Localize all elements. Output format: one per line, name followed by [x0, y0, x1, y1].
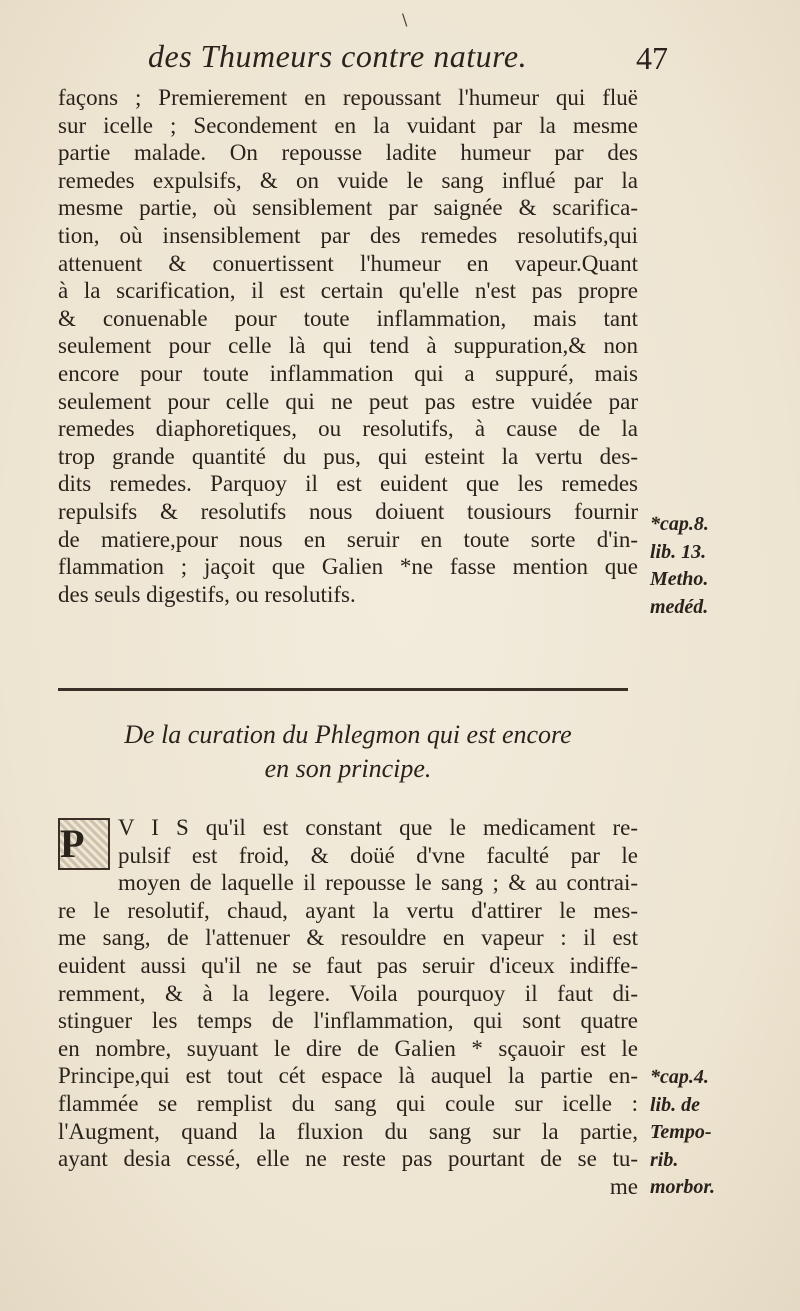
margin-note: Metho. [650, 568, 709, 591]
body-text-1 [58, 84, 638, 608]
margin-note: *cap.4. [650, 1066, 709, 1088]
text-line: & conuenable pour toute inflammation, mais tant [58, 305, 638, 331]
text-line: façons ; Premierement en repoussant l'humeur qui fluë [58, 85, 638, 110]
text-line: des seuls digestifs, ou resolutifs. [58, 581, 356, 607]
text-line: en nombre, suyuant le dire de Galien * sçauoir est le [58, 1035, 638, 1061]
text-line: me sang, de l'attenuer & resouldre en vapeur : il est [58, 925, 638, 951]
text-line: V I S qu'il est constant que le medicament re- [118, 815, 638, 840]
text-line: attenuent & conuertissent l'humeur en vapeur.Quant [58, 250, 638, 276]
text-line: à la scarification, il est certain qu'elle n'est pas propre [58, 278, 638, 304]
text-line: partie malade. On repousse ladite humeur par des [58, 140, 638, 166]
text-line: re le resolutif, chaud, ayant la vertu d'attirer le mes- [58, 897, 638, 923]
running-title: des Thumeurs contre nature. [148, 38, 528, 74]
text-line: ayant desia cessé, elle ne reste pas pourtant de se tu- [58, 1146, 638, 1172]
section-title [58, 718, 638, 786]
section-title-line-1: De la curation du Phlegmon qui est encore [124, 720, 572, 749]
text-line: de matiere,pour nous en seruir en toute sorte d'in- [58, 526, 638, 552]
text-line: stinguer les temps de l'inflammation, qui sont quatre [58, 1008, 638, 1034]
catchword: me [609, 1173, 638, 1199]
text-line: sur icelle ; Secondement en la vuidant par la mesme [58, 112, 638, 138]
text-line: flammation ; jaçoit que Galien *ne fasse mention que [58, 554, 638, 580]
text-line: euident aussi qu'il ne se faut pas seruir d'iceux indiffe- [58, 952, 638, 978]
margin-note: Tempo- [650, 1121, 712, 1144]
text-line: moyen de laquelle il repousse le sang ; & au contrai- [118, 870, 638, 896]
text-line: seulement pour celle qui ne peut pas estre vuidée par [58, 388, 638, 414]
text-line: l'Augment, quand la fluxion du sang sur la partie, [58, 1118, 638, 1144]
text-line: remment, & à la legere. Voila pourquoy il faut di- [58, 980, 638, 1006]
margin-notes-1 [650, 511, 800, 621]
decorated-initial: P [58, 818, 110, 870]
text-line: remedes expulsifs, & on vuide le sang influé par la [58, 167, 638, 193]
section-rule [58, 688, 628, 691]
section-title-line-2: en son principe. [264, 754, 432, 783]
text-line: encore pour toute inflammation qui a suppuré, mais [58, 360, 638, 386]
text-line: remedes diaphoretiques, ou resolutifs, à cause de la [58, 416, 638, 442]
text-line: mesme partie, où sensiblement par saignée & scarifica- [58, 195, 638, 221]
page-header [148, 38, 668, 86]
printer-mark: \ [402, 10, 408, 29]
text-line: trop grande quantité du pus, qui esteint la vertu des- [58, 443, 638, 469]
margin-note: morbor. [650, 1176, 716, 1199]
text-line: repulsifs & resolutifs nous doiuent tousiours fournir [58, 498, 638, 524]
page-number: 47 [636, 40, 668, 76]
text-line: seulement pour celle là qui tend à suppuration,& non [58, 333, 638, 359]
margin-note: lib. 13. [650, 540, 707, 563]
margin-note: *cap.8. [650, 513, 709, 535]
body-text-2 [58, 814, 638, 1200]
margin-notes-2 [650, 1064, 800, 1202]
margin-note: rib. [650, 1148, 679, 1171]
margin-note: lib. de [650, 1093, 700, 1116]
text-line: tion, où insensiblement par des remedes resolutifs,qui [58, 222, 638, 248]
margin-note: medéd. [650, 595, 709, 618]
text-line: Principe,qui est tout cét espace là auquel la partie en- [58, 1063, 638, 1089]
text-line: dits remedes. Parquoy il est euident que les remedes [58, 471, 638, 497]
text-line: pulsif est froid, & doüé d'vne faculté par le [118, 842, 638, 868]
text-line: flammée se remplist du sang qui coule sur icelle : [58, 1090, 638, 1116]
